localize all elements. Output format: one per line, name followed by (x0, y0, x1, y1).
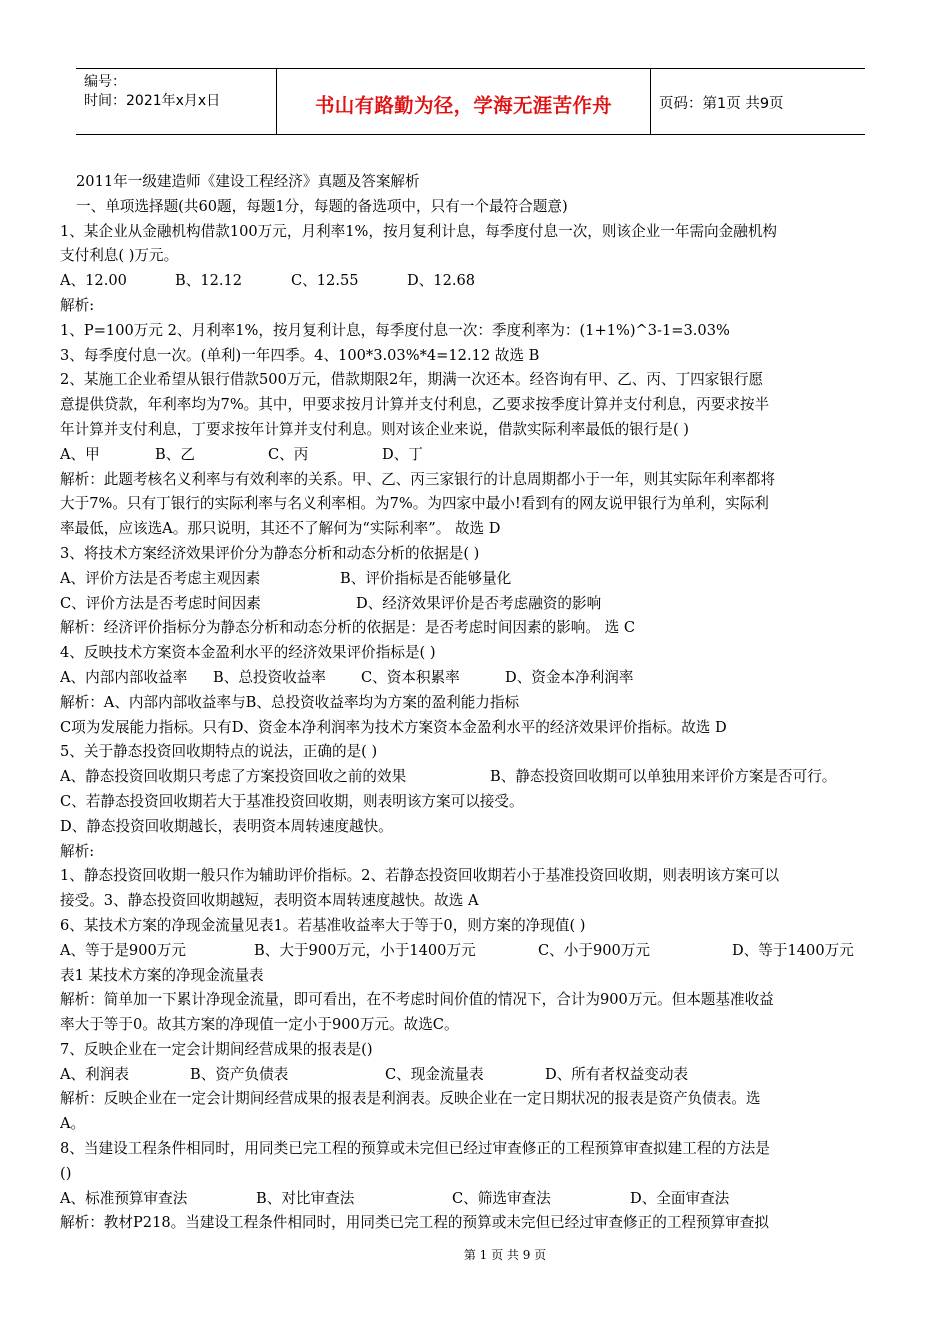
text-line: 7、反映企业在一定会计期间经营成果的报表是() (60, 1040, 373, 1058)
text-line: 一、单项选择题(共60题，每题1分，每题的备选项中，只有一个最符合题意) (76, 197, 568, 215)
text-line: 解析：此题考核名义利率与有效利率的关系。甲、乙、丙三家银行的计息周期都小于一年，则其实际年利率都将 (60, 470, 776, 488)
text-line: 1、静态投资回收期一般只作为辅助评价指标。2、若静态投资回收期若小于基准投资回收期，则表明该方案可以 (60, 867, 780, 885)
option-text: A、标准预算审查法 (60, 1189, 188, 1207)
text-line (60, 443, 886, 468)
text-line: 3、每季度付息一次。(单利)一年四季。4、100*3.03%*4=12.12 故选 B (60, 346, 540, 364)
text-line: 3、将技术方案经济效果评价分为静态分析和动态分析的依据是( ) (60, 544, 480, 562)
option-text: A、等于是900万元 (60, 941, 186, 959)
option-text: A、评价方法是否考虑主观因素 (60, 569, 261, 587)
option-text: B、静态投资回收期可以单独用来评价方案是否可行。 (490, 768, 837, 786)
text-line: 解析：简单加一下累计净现金流量，即可看出，在不考虑时间价值的情况下，合计为900万元。但本题基准收益 (60, 991, 774, 1009)
text-line: 意提供贷款，年利率均为7%。其中，甲要求按月计算并支付利息，乙要求按季度计算并支付利息，丙要求按半 (60, 396, 770, 414)
text-line: C项为发展能力指标。只有D、资金本净利润率为技术方案资本金盈利水平的经济效果评价指标。故选 D (60, 718, 727, 736)
option-text: B、乙 (155, 445, 195, 463)
text-line: 6、某技术方案的净现金流量见表1。若基准收益率大于等于0，则方案的净现值( ) (60, 916, 586, 934)
text-line (60, 567, 886, 592)
text-line (60, 1063, 886, 1088)
text-line: 解析: (60, 842, 95, 860)
text-line: D、静态投资回收期越长，表明资本周转速度越快。 (60, 817, 393, 835)
option-text: C、12.55 (291, 272, 359, 290)
text-line: () (60, 1164, 72, 1182)
text-line (60, 1187, 886, 1212)
option-text: A、利润表 (60, 1065, 129, 1083)
option-text: C、资本积累率 (361, 668, 460, 686)
option-text: C、小于900万元 (538, 941, 650, 959)
option-text: B、12.12 (175, 272, 243, 290)
option-text: C、丙 (268, 445, 309, 463)
text-line: 1、某企业从金融机构借款100万元，月利率1%，按月复利计息，每季度付息一次，则该企业一年需向金融机构 (60, 222, 778, 240)
option-text: D、等于1400万元 (732, 941, 854, 959)
option-text: B、对比审查法 (256, 1189, 355, 1207)
option-text: A、静态投资回收期只考虑了方案投资回收之前的效果 (60, 768, 407, 786)
doc-time-label: 时间：2021年x月x日 (84, 93, 221, 109)
option-text: D、12.68 (407, 272, 476, 290)
text-line (60, 765, 886, 790)
text-line: 解析: (60, 296, 95, 314)
option-text: D、资金本净利润率 (505, 668, 634, 686)
option-text: D、经济效果评价是否考虑融资的影响 (356, 594, 602, 612)
option-text: B、资产负债表 (190, 1065, 289, 1083)
option-text: B、大于900万元，小于1400万元 (254, 941, 476, 959)
header-motto: 书山有路勤为径，学海无涯苦作舟 (277, 69, 651, 134)
text-line: 解析：反映企业在一定会计期间经营成果的报表是利润表。反映企业在一定日期状况的报表是资产负债表。选 (60, 1090, 761, 1108)
text-line: A。 (60, 1115, 86, 1133)
header-meta-cell (76, 69, 277, 134)
text-line: 表1 某技术方案的净现金流量表 (60, 966, 264, 984)
option-text: C、评价方法是否考虑时间因素 (60, 594, 261, 612)
text-line: 5、关于静态投资回收期特点的说法，正确的是( ) (60, 743, 378, 761)
text-line: 大于7%。只有丁银行的实际利率与名义利率相。为7%。为四家中最小!看到有的网友说甲银行为单利，实际利 (60, 495, 769, 513)
text-line: 2、某施工企业希望从银行借款500万元，借款期限2年，期满一次还本。经咨询有甲、乙、丙、丁四家银行愿 (60, 371, 764, 389)
option-text: C、筛选审查法 (452, 1189, 551, 1207)
doc-number-label: 编号： (84, 74, 126, 90)
text-line: 解析：经济评价指标分为静态分析和动态分析的依据是：是否考虑时间因素的影响。 选 C (60, 619, 636, 637)
option-text: C、现金流量表 (385, 1065, 484, 1083)
text-line: 解析：A、内部内部收益率与B、总投资收益率均为方案的盈利能力指标 (60, 693, 520, 711)
text-line: 率最低，应该选A。那只说明，其还不了解何为“实际利率”。 故选 D (60, 520, 501, 538)
option-text: A、12.00 (60, 272, 127, 290)
text-line (60, 592, 886, 617)
text-line (60, 666, 886, 691)
document-body (60, 170, 886, 1236)
text-line (60, 269, 886, 294)
text-line: C、若静态投资回收期若大于基准投资回收期，则表明该方案可以接受。 (60, 792, 524, 810)
text-line: 4、反映技术方案资本金盈利水平的经济效果评价指标是( ) (60, 644, 436, 662)
text-line: 率大于等于0。故其方案的净现值一定小于900万元。故选C。 (60, 1016, 459, 1034)
option-text: B、总投资收益率 (213, 668, 326, 686)
option-text: A、内部内部收益率 (60, 668, 188, 686)
header-page-info: 页码：第1页 共9页 (659, 96, 784, 112)
option-text: B、评价指标是否能够量化 (340, 569, 512, 587)
text-line: 解析：教材P218。当建设工程条件相同时，用同类已完工程的预算或未完但已经过审查修正的工程预算审查拟 (60, 1214, 769, 1232)
text-line: 支付利息( )万元。 (60, 247, 179, 265)
text-line (60, 939, 886, 964)
text-line: 1、P=100万元 2、月利率1%，按月复利计息，每季度付息一次：季度利率为：(1+1%)^3-1=3.03% (60, 321, 730, 339)
text-line: 2011年一级建造师《建设工程经济》真题及答案解析 (76, 173, 420, 190)
text-line: 年计算并支付利息，丁要求按年计算并支付利息。则对该企业来说，借款实际利率最低的银行是( ) (60, 420, 689, 438)
document-header (76, 68, 865, 135)
option-text: A、甲 (60, 445, 100, 463)
option-text: D、丁 (382, 445, 423, 463)
option-text: D、全面审查法 (630, 1189, 730, 1207)
option-text: D、所有者权益变动表 (545, 1065, 689, 1083)
text-line: 8、当建设工程条件相同时，用同类已完工程的预算或未完但已经过审查修正的工程预算审查拟建工程的方法是 (60, 1140, 770, 1158)
text-line: 接受。3、静态投资回收期越短，表明资本周转速度越快。故选 A (60, 892, 479, 910)
page-footer: 第 1 页 共 9 页 (463, 1248, 547, 1262)
